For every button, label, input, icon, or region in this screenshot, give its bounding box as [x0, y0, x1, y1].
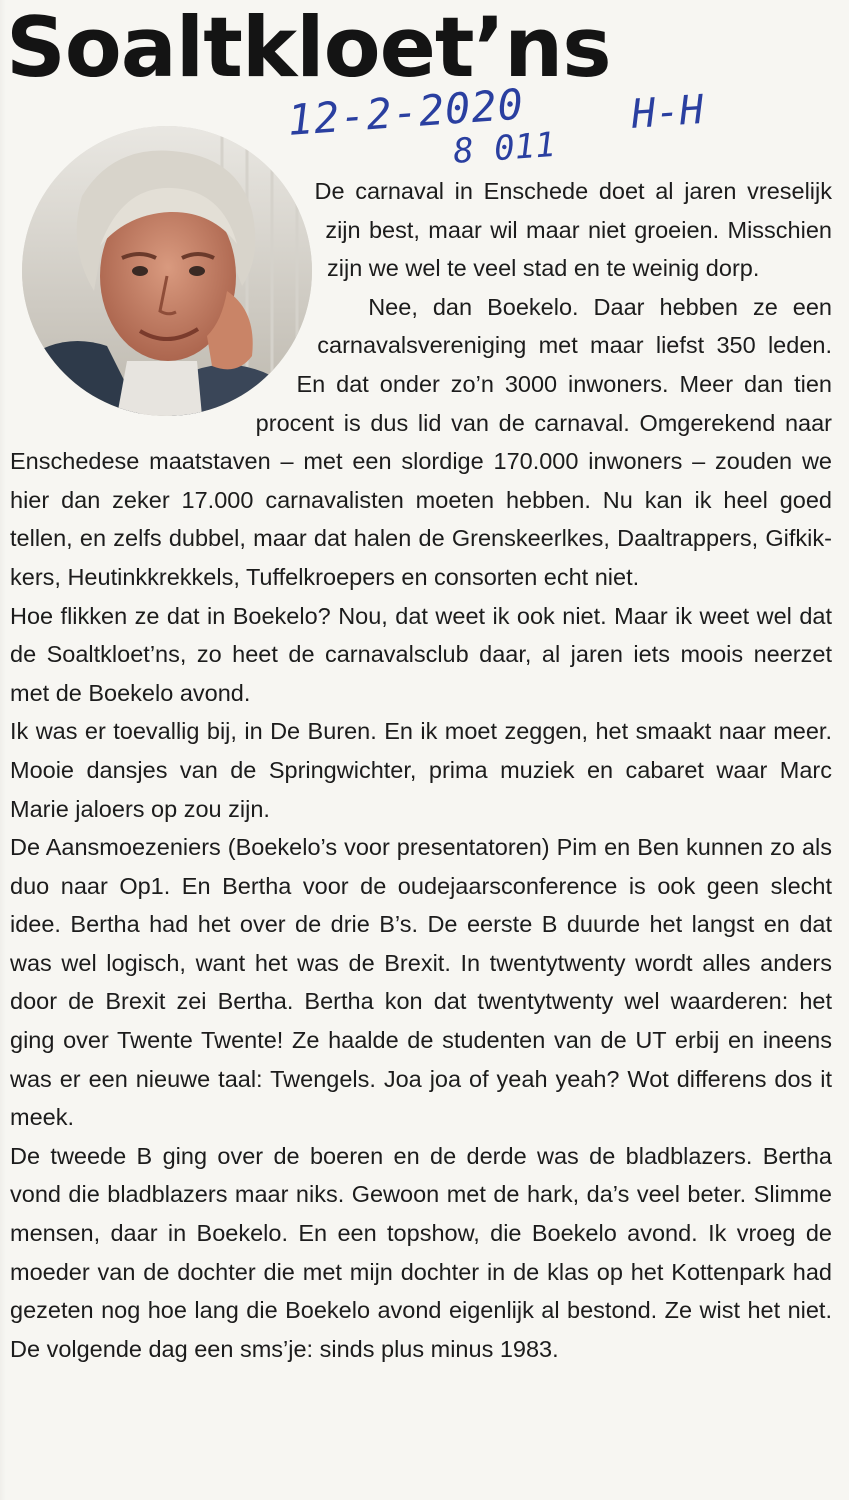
paragraph-4: Ik was er toevallig bij, in De Buren. En ik moet zeggen, het smaakt naar meer. Mooie dansjes van de Springwichter, prima muziek en cabaret waar Marc Marie jaloers op zou zijn. [10, 718, 832, 822]
handwritten-code: H-H [630, 86, 706, 138]
handwritten-number: 8 011 [452, 124, 557, 172]
paragraph-3: Hoe flikken ze dat in Boekelo? Nou, dat weet ik ook niet. Maar ik weet wel dat de Soaltkloet’ns, zo heet de carnavalsclub daar, al jaren iets moois neerzet met de Boekelo avond. [10, 602, 832, 706]
paragraph-2: Nee, dan Boekelo. Daar hebben ze een carnavalsvereniging met maar liefst 350 leden. En dat onder zo’n 3000 inwoners. Meer dan tien procent is dus lid van de carnaval. Omgerekend naar Enschedese maatstaven – met een slordige 170.000 inwoners – zouden we hier dan zeker 17.000 carnavalisten moeten hebben. Nu kan ik heel goed tellen, en zelfs dubbel, maar dat halen de Grenskeerlkes, Daaltrappers, Gifkikkers, Heutinkkrekkels, Tuffelkroepers en consorten echt niet. [10, 293, 832, 590]
paragraph-1: De carnaval in Enschede doet al jaren vreselijk zijn best, maar wil maar niet groeien. Misschien zijn we wel te veel stad en te weinig dorp. [314, 178, 832, 282]
column-title: Soaltkloet’ns [6, 0, 611, 96]
paragraph-6: De tweede B ging over de boeren en de derde was de bladblazers. Bertha vond die bladblazers maar niks. Gewoon met de hark, da’s veel beter. Slimme mensen, daar in Boekelo. En een topshow, die Boekelo avond. Ik vroeg de moeder van de dochter die met mijn dochter in de klas op het Kottenpark had gezeten nog hoe lang die Boekelo avond eigenlijk al bestond. Ze wist het niet. De volgende dag een sms’je: sinds plus minus 1983. [10, 1142, 832, 1362]
paragraph-5: De Aansmoezeniers (Boekelo’s voor presentatoren) Pim en Ben kunnen zo als duo naar Op1. En Bertha voor de oudejaarsconference is ook geen slecht idee. Bertha had het over de drie B’s. De eerste B duurde het langst en dat was wel logisch, want het was de Brexit. In twentytwenty wordt alles anders door de Brexit zei Bertha. Bertha kon dat twentytwenty wel waarderen: het ging over Twente Twente! Ze haalde de studenten van de UT erbij en ineens was er een nieuwe taal: Twengels. Joa joa of yeah yeah? Wot differens dos it meek. [10, 834, 832, 1131]
article-body [10, 172, 832, 1368]
handwritten-date: 12-2-2020 [286, 79, 526, 145]
